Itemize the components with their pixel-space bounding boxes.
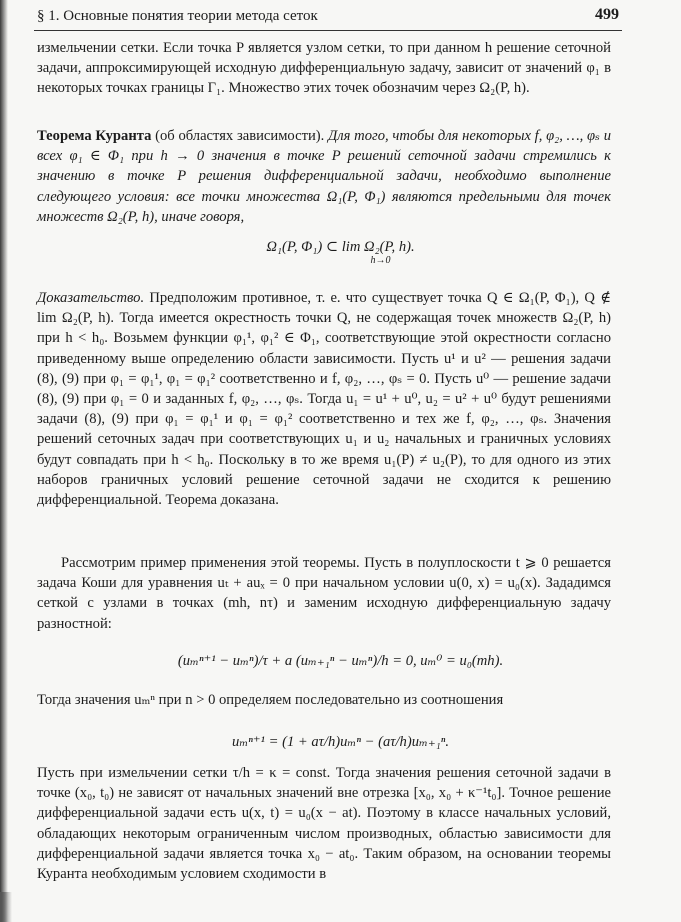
formula-limit-text: Ω₁(P, Φ₁) ⊂ lim Ω₂(P, h). <box>266 239 415 255</box>
paragraph-example: Рассмотрим пример применения этой теоремы. Пусть в полуплоскости t ⩾ 0 решается задача Коши для уравнения uₜ + auₓ = 0 при начальном условии u(0, x) = u₀(x). Зададимся сеткой с узлами в точках (mh, nτ) и заменим исходную дифференциальную задачу разностной: <box>37 555 611 632</box>
formula-recurrence <box>0 733 681 751</box>
paragraph-sequential: Тогда значения uₘⁿ при n > 0 определяем последовательно из соотношения <box>37 692 504 708</box>
running-header <box>37 6 619 30</box>
theorem-statement: Для того, чтобы для некоторых f, φ₂, …, φₛ и всех φ₁ ∈ Φ₁ при h → 0 значения в точке P решений сеточной задачи стремились к значению в точке P решения дифференциальной задачи, необходимо выполнение следующего условия: все точки множества Ω₁(P, Φ₁) являются предельными для точек множеств Ω₂(P, h), иначе говоря, <box>37 128 612 225</box>
formula-limit-subscript <box>40 255 681 266</box>
section-title: § 1. Основные понятия теории метода сеток <box>37 8 318 24</box>
paragraph-mesh-refinement: измельчении сетки. Если точка P является узлом сетки, то при данном h решение сеточной задачи, аппроксимирующей исходную дифференциальную задачу, зависит от значений φ₁ в некоторых точках границы Γ₁. Множество этих точек обозначим через Ω₂(P, h). <box>37 40 611 97</box>
formula-recurrence-text: uₘⁿ⁺¹ = (1 + aτ/h)uₘⁿ − (aτ/h)uₘ₊₁ⁿ. <box>232 734 449 750</box>
proof-paragraph <box>37 288 611 510</box>
proof-label: Доказательство. <box>37 290 145 306</box>
formula-scheme-text: (uₘⁿ⁺¹ − uₘⁿ)/τ + a (uₘ₊₁ⁿ − uₘⁿ)/h = 0, uₘ⁰ = u₀(mh). <box>177 653 504 669</box>
formula-difference-scheme <box>0 652 681 670</box>
scan-spine-shadow <box>0 0 8 922</box>
formula-limit-inclusion <box>0 238 681 256</box>
proof-text: Предположим противное, т. е. что существует точка Q ∈ Ω₁(P, Φ₁), Q ∉ lim Ω₂(P, h). Тогда имеется окрестность точки Q, не содержащая точек множеств Ω₂(P, h) при h < h₀. Возьмем функции φ₁¹, φ₁² ∈ Φ₁, соответствующие этой окрестности согласно приведенному выше определению области зависимости. Пусть u¹ и u² — решения задачи (8), (9) при φ₁ = φ₁¹, φ₁ = φ₁² соответственно и f, φ₂, …, φₛ = 0. Пусть u⁰ — решение задачи (8), (9) при φ₁ = 0 и заданных f, φ₂, …, φₛ. Тогда u₁ = u¹ + u⁰, u₂ = u² + u⁰ будут решениями задачи (8), (9) при φ₁ = φ₁¹ и φ₁ = φ₁² соответственно и тех же f, φ₂, …, φₛ. Значения решений сеточных задач при соответствующих u₁ и u₂ начальных и граничных условиях будут совпадать при h < h₀. Поскольку в то же время u₁(P) ≠ u₂(P), то для одного из этих наборов граничных условий решение сеточной задачи не сходится к решению дифференциальной. Теорема доказана. <box>37 290 611 509</box>
formula-limit-sub-text: h→0 <box>370 255 391 266</box>
scan-corner-shadow <box>0 892 12 922</box>
theorem-label: Теорема Куранта <box>37 128 152 144</box>
paragraph-convergence: Пусть при измельчении сетки τ/h = κ = const. Тогда значения решения сеточной задачи в точке (x₀, t₀) не зависят от начальных значений вне отрезка [x₀, x₀ + κ⁻¹t₀]. Точное решение дифференциальной задачи есть u(x, t) = u₀(x − at). Поэтому в классе начальных условий, обладающих некоторым ограниченным числом производных, областью зависимости для дифференциальной задачи является точка x₀ − at₀. Таким образом, на основании теоремы Куранта необходимым условием сходимости в <box>37 765 611 883</box>
header-rule <box>34 30 622 31</box>
page-number: 499 <box>595 6 619 23</box>
theorem-courant <box>37 126 611 227</box>
theorem-note: (об областях зависимости). <box>151 128 328 144</box>
